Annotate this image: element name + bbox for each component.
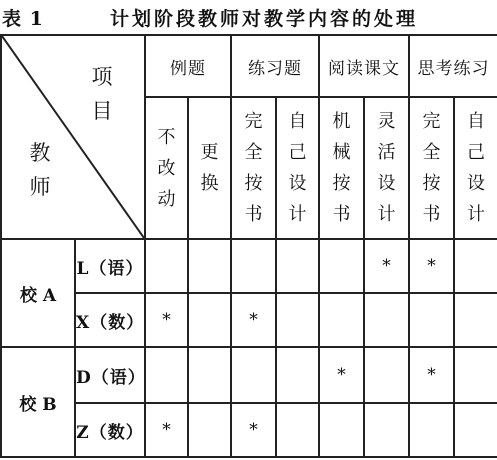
mark-cell: [454, 239, 497, 293]
mark-cell: [409, 403, 454, 457]
class-cell: X（数）: [75, 293, 145, 347]
group-header: 阅读课文: [319, 35, 409, 97]
data-table: [0, 34, 497, 458]
table-caption: [0, 0, 497, 34]
mark-cell: [364, 293, 409, 347]
sub-header: [409, 97, 454, 239]
sub-header: [231, 97, 276, 239]
group-header: 例题: [145, 35, 231, 97]
sub-header: [454, 97, 497, 239]
mark-cell: [188, 239, 231, 293]
mark-cell: *: [145, 293, 188, 347]
mark-cell: [188, 403, 231, 457]
mark-cell: [188, 293, 231, 347]
mark-cell: *: [409, 347, 454, 403]
table-row: [1, 293, 497, 347]
mark-cell: *: [145, 403, 188, 457]
mark-cell: [454, 403, 497, 457]
mark-cell: [276, 293, 319, 347]
mark-cell: [231, 239, 276, 293]
group-header: 练习题: [231, 35, 319, 97]
mark-cell: *: [364, 239, 409, 293]
sub-header-label: 自己设计: [467, 111, 485, 225]
sub-header: [319, 97, 364, 239]
mark-cell: [454, 293, 497, 347]
header-row-groups: [1, 35, 497, 97]
sub-header-label: 自己设计: [288, 111, 307, 225]
group-header: 思考练习: [409, 35, 497, 97]
mark-cell: *: [409, 239, 454, 293]
diagonal-divider: [2, 36, 144, 238]
class-cell: Z（数）: [75, 403, 145, 457]
corner-teacher-label: 教师: [29, 141, 51, 199]
table-row: [1, 403, 497, 457]
sub-header: [364, 97, 409, 239]
mark-cell: [409, 293, 454, 347]
sub-header-label: 不改动: [157, 126, 176, 210]
mark-cell: [319, 403, 364, 457]
mark-cell: [145, 347, 188, 403]
school-cell: 校 A: [1, 239, 75, 347]
mark-cell: *: [231, 293, 276, 347]
sub-header: [188, 97, 231, 239]
sub-header-label: 灵活设计: [377, 111, 396, 225]
mark-cell: *: [231, 403, 276, 457]
sub-header: [276, 97, 319, 239]
mark-cell: [319, 293, 364, 347]
mark-cell: *: [319, 347, 364, 403]
mark-cell: [364, 403, 409, 457]
mark-cell: [319, 239, 364, 293]
mark-cell: [364, 347, 409, 403]
corner-header-cell: [1, 35, 145, 239]
sub-header-label: 机械按书: [332, 111, 351, 225]
school-cell: 校 B: [1, 347, 75, 457]
sub-header-label: 完全按书: [244, 111, 263, 225]
mark-cell: [276, 347, 319, 403]
mark-cell: [276, 403, 319, 457]
mark-cell: [145, 239, 188, 293]
table-title: 计划阶段教师对教学内容的处理: [110, 8, 419, 30]
mark-cell: [231, 347, 276, 403]
mark-cell: [188, 347, 231, 403]
class-cell: L（语）: [75, 239, 145, 293]
table-row: [1, 347, 497, 403]
table-number: 表 1: [2, 8, 44, 30]
sub-header-label: 完全按书: [422, 111, 441, 225]
sub-header-label: 更换: [200, 142, 219, 194]
table-row: [1, 239, 497, 293]
mark-cell: [276, 239, 319, 293]
sub-header: [145, 97, 188, 239]
mark-cell: [454, 347, 497, 403]
class-cell: D（语）: [75, 347, 145, 403]
corner-item-label: 项目: [91, 65, 113, 123]
